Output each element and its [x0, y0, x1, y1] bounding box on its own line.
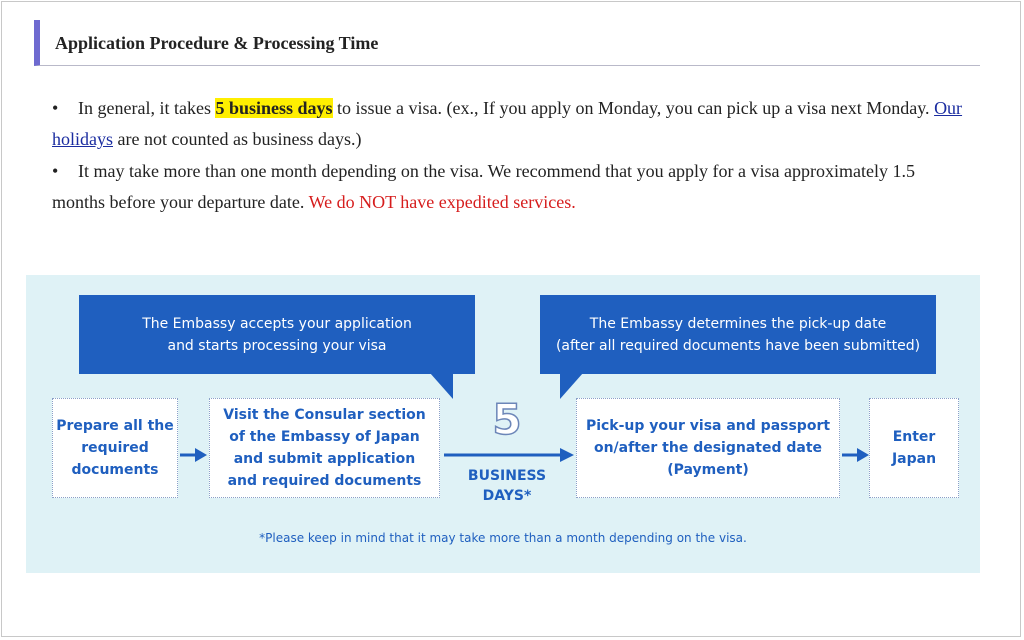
step-enter-japan: [869, 398, 959, 498]
bullet-dot: •: [52, 161, 59, 181]
step-line: and submit application: [233, 451, 416, 467]
bullet-1-text-post: are not counted as business days.): [113, 129, 362, 149]
bullet-dot: •: [52, 98, 59, 118]
step-line: Japan: [891, 451, 937, 467]
step-line: required: [81, 440, 149, 456]
section-title: Application Procedure & Processing Time: [55, 33, 379, 53]
arrow-right-icon: [180, 446, 207, 464]
bullet-processing-time: [52, 156, 972, 218]
step-line: of the Embassy of Japan: [229, 429, 420, 445]
step-line: documents: [71, 462, 159, 478]
callout-line: The Embassy determines the pick-up date: [589, 315, 887, 332]
callout-line: The Embassy accepts your application: [142, 315, 412, 332]
callout-determines-pickup: [540, 295, 936, 374]
callout-tail-left: [430, 373, 453, 399]
step-line: Enter: [892, 429, 936, 445]
step-line: Prepare all the: [56, 418, 174, 434]
step-line: on/after the designated date: [593, 440, 823, 456]
bullet-1-text-mid: to issue a visa. (ex., If you apply on Monday, you can pick up a visa next Monday.: [332, 98, 935, 118]
bullet-1-text-pre: In general, it takes: [78, 98, 216, 118]
no-expedited-warning: We do NOT have expedited services.: [308, 192, 576, 212]
bullet-business-days: [52, 93, 972, 155]
highlighted-business-days: 5 business days: [215, 98, 333, 118]
step-pickup-visa: [576, 398, 840, 498]
step-line: Pick-up your visa and passport: [585, 418, 831, 434]
bullet-2-text: It may take more than one month depending on the visa. We recommend that you apply for a visa approximately 1.5 months before your departure date.: [52, 161, 915, 212]
step-line: (Payment): [667, 462, 749, 478]
step-line: Visit the Consular section: [223, 407, 426, 423]
callout-line: and starts processing your visa: [167, 337, 387, 354]
business-days-line: BUSINESS: [467, 468, 547, 484]
step-visit-consular-section: [209, 398, 440, 498]
arrow-right-icon: [444, 446, 574, 464]
section-heading: [34, 20, 980, 66]
our-holidays-link[interactable]: Our holidays: [52, 98, 963, 149]
callout-accepts-application: [79, 295, 475, 374]
callout-tail-right: [560, 373, 583, 399]
footnote: *Please keep in mind that it may take more than a month depending on the visa.: [259, 531, 747, 545]
step-prepare-documents: [52, 398, 178, 498]
arrow-right-icon: [842, 446, 869, 464]
business-days-label: [460, 466, 554, 506]
callout-line: (after all required documents have been submitted): [555, 337, 921, 354]
five-days-number: 5: [492, 395, 522, 444]
business-days-line: DAYS*: [482, 488, 532, 504]
step-line: and required documents: [227, 473, 422, 489]
